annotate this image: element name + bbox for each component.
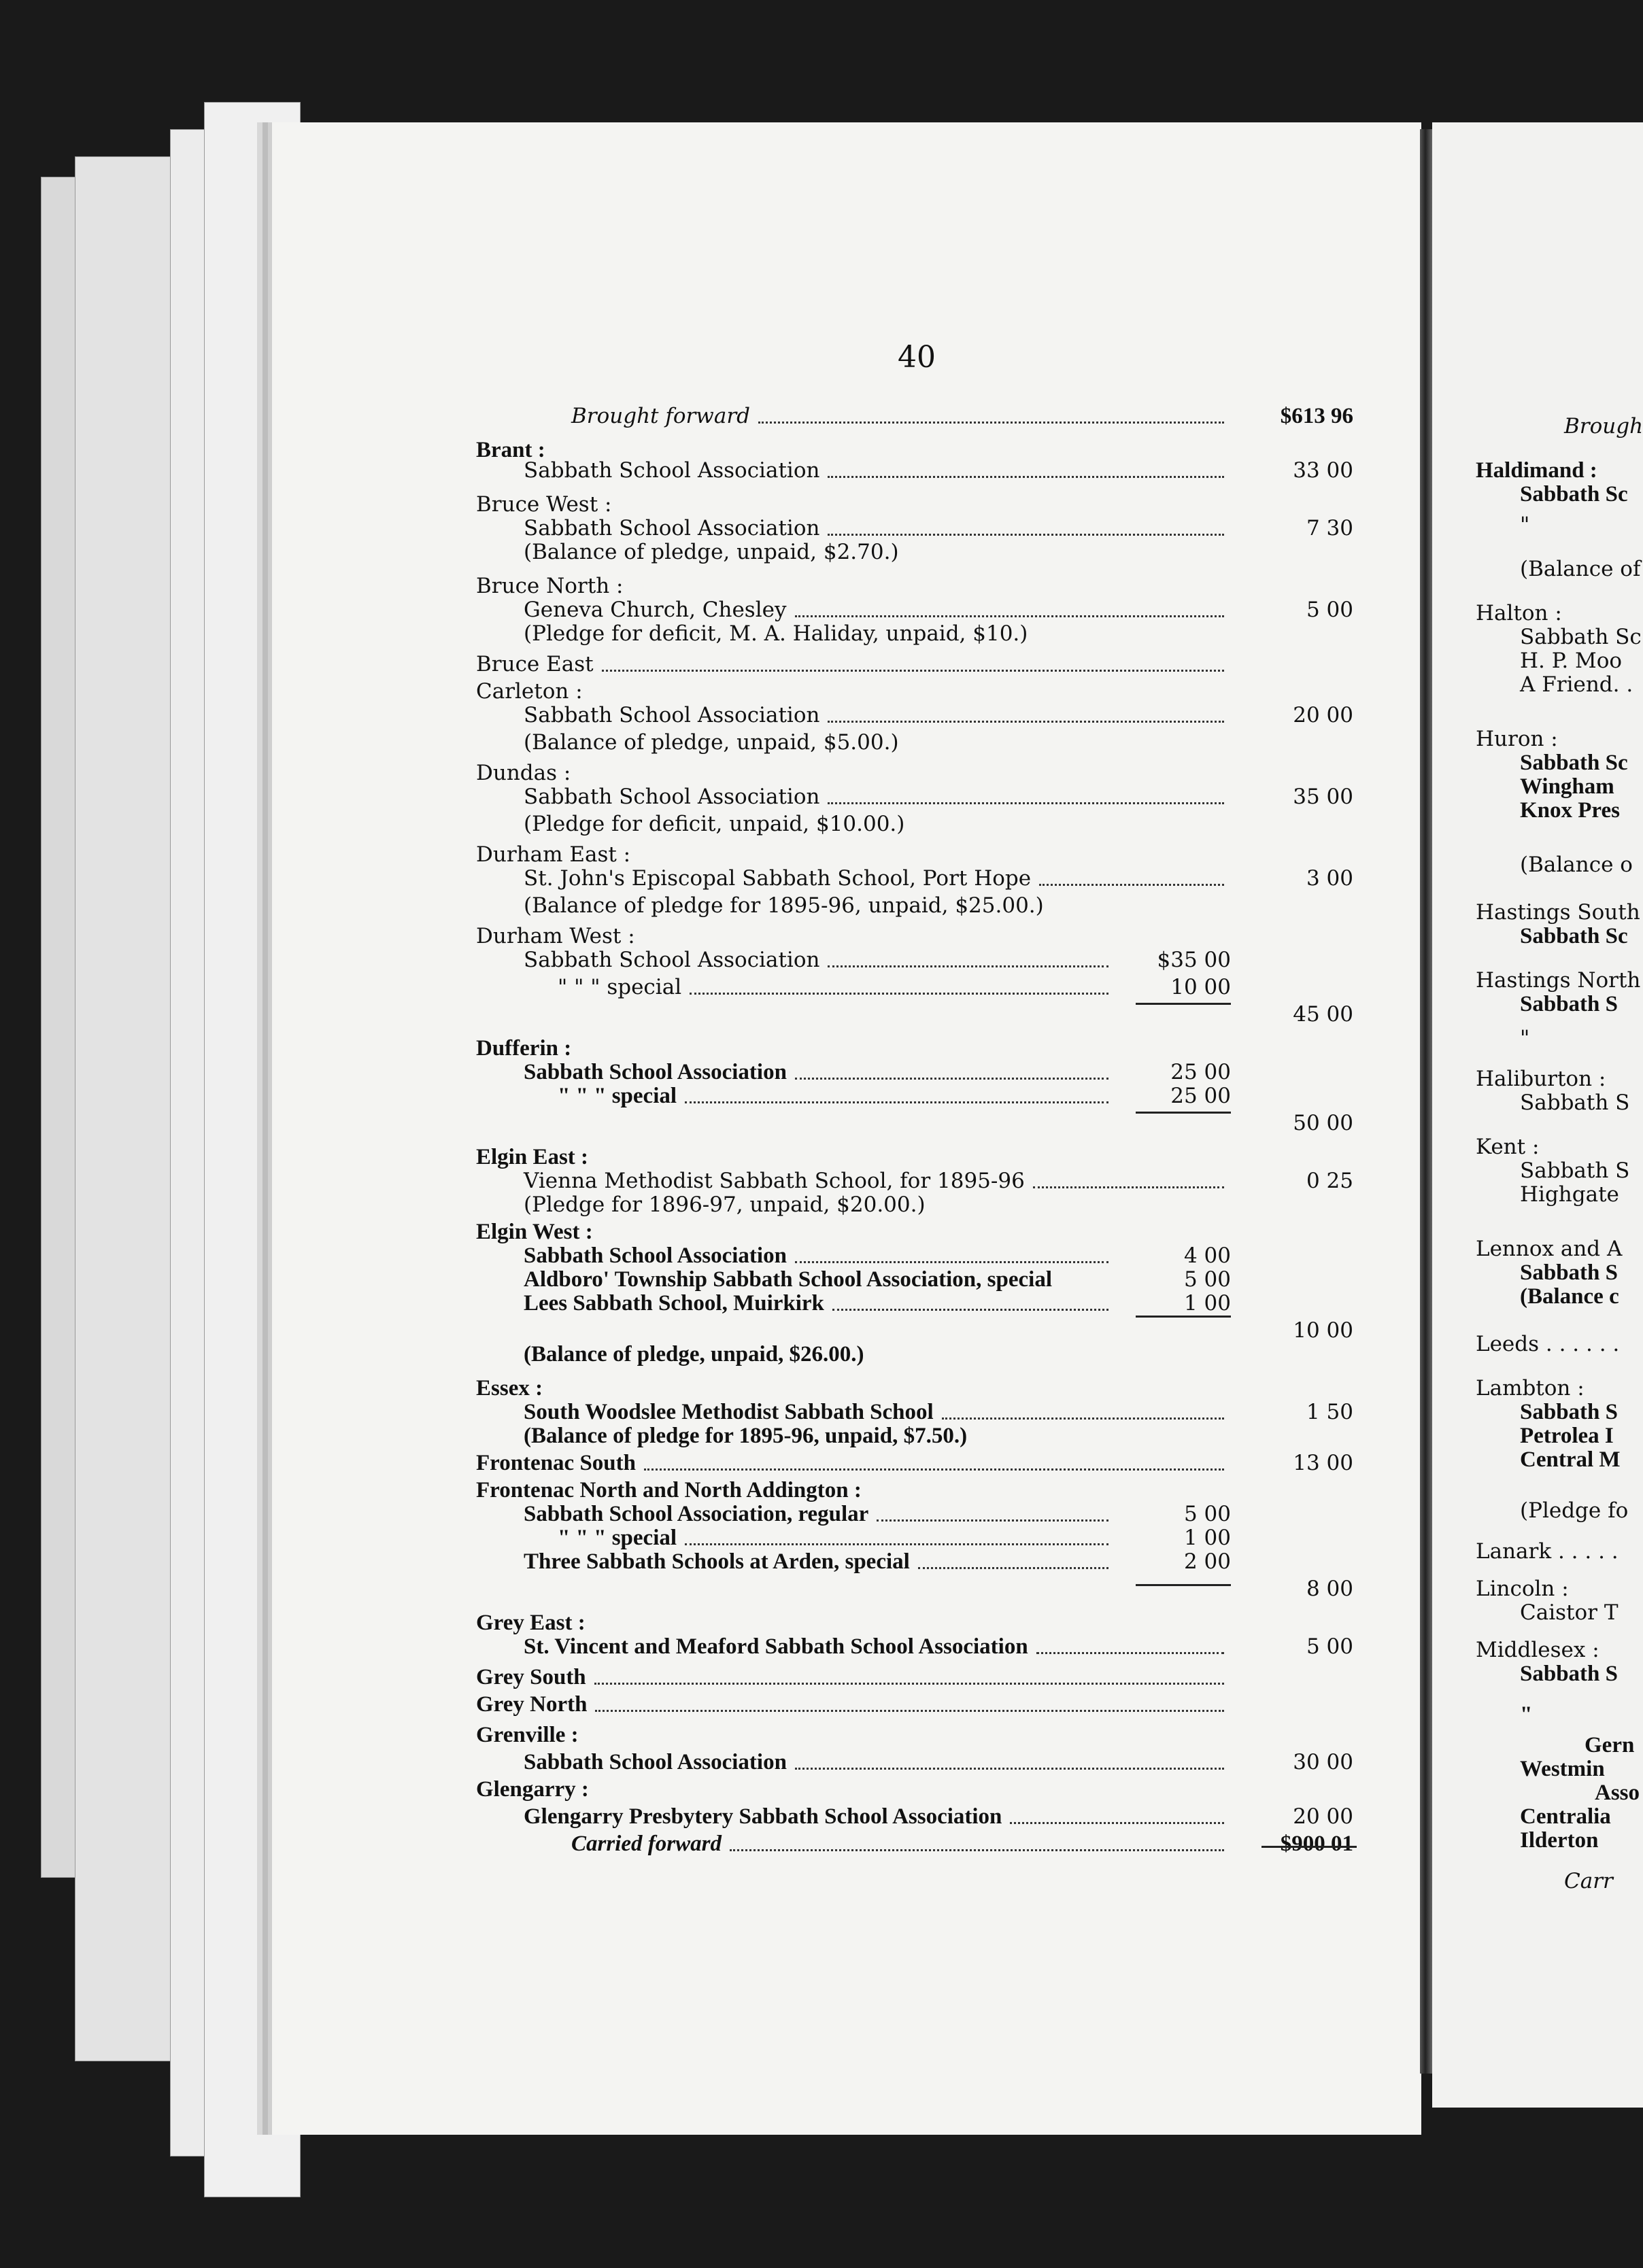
ledger-line-label: (Pledge for deficit, unpaid, $10.00.) xyxy=(524,812,905,836)
right-page-line: Lanark . . . . . xyxy=(1476,1539,1619,1564)
sum-rule xyxy=(1136,1112,1231,1114)
ledger-line-label: South Woodslee Methodist Sabbath School xyxy=(524,1400,934,1424)
ledger-line-label: Essex : xyxy=(476,1376,543,1401)
right-page-line: (Balance of xyxy=(1520,557,1641,581)
subtotal-amount: 1 00 xyxy=(1183,1526,1231,1550)
subtotal-amount: 5 00 xyxy=(1183,1502,1231,1526)
ledger-line-label: Grey South xyxy=(476,1665,586,1689)
leader-dots xyxy=(758,422,1224,424)
leader-dots xyxy=(828,476,1224,478)
right-page-line: Sabbath Sc xyxy=(1520,625,1642,649)
leader-dots xyxy=(832,1309,1108,1311)
ledger-line-label: Geneva Church, Chesley xyxy=(524,598,787,622)
subtotal-amount: 2 00 xyxy=(1183,1549,1231,1574)
leader-dots xyxy=(602,670,1224,672)
subtotal-amount: 25 00 xyxy=(1170,1060,1231,1084)
line-total-amount: 13 00 xyxy=(1293,1451,1353,1475)
right-page-line: Sabbath S xyxy=(1520,1158,1630,1183)
ledger-line-label: Elgin West : xyxy=(476,1220,593,1244)
right-page-line: Sabbath S xyxy=(1520,1400,1619,1424)
ledger-line-label: " " " special xyxy=(558,975,682,999)
right-page-line: Hastings South xyxy=(1476,900,1640,925)
subtotal-amount: 4 00 xyxy=(1183,1243,1231,1268)
ledger-line-label: Frontenac South xyxy=(476,1451,636,1475)
ledger-line-label: " " " special xyxy=(558,1084,677,1108)
line-total-amount: 1 50 xyxy=(1306,1400,1353,1424)
sum-rule xyxy=(1261,1846,1357,1848)
right-page-line: Asso xyxy=(1595,1781,1640,1805)
ledger-line-label: Bruce West : xyxy=(476,492,612,517)
ledger-line-label: Glengarry Presbytery Sabbath School Association xyxy=(524,1804,1002,1829)
ledger-line-label: Carried forward xyxy=(571,1832,722,1856)
line-total-amount: 5 00 xyxy=(1306,1634,1353,1659)
ledger-line-label: Brought forward xyxy=(571,404,750,428)
right-page-line: Sabbath S xyxy=(1520,1090,1630,1115)
ledger-line-label: (Balance of pledge for 1895-96, unpaid, $25.00.) xyxy=(524,893,1044,918)
right-page-line: Petrolea I xyxy=(1520,1424,1614,1448)
subtotal-amount: $35 00 xyxy=(1157,948,1231,972)
line-total-amount: 30 00 xyxy=(1293,1750,1353,1774)
right-page-line: Leeds . . . . . . xyxy=(1476,1332,1620,1356)
sum-rule xyxy=(1136,1003,1231,1005)
right-page-line: Caistor T xyxy=(1520,1600,1619,1625)
right-page-line: Gern xyxy=(1585,1733,1635,1757)
ledger-line-label: (Balance of pledge, unpaid, $2.70.) xyxy=(524,540,899,564)
ledger-line-label: (Pledge for 1896-97, unpaid, $20.00.) xyxy=(524,1192,926,1217)
ledger-line-label: Sabbath School Association xyxy=(524,785,820,809)
right-page-line: Haliburton : xyxy=(1476,1067,1606,1091)
right-page-line: Brough xyxy=(1564,414,1643,439)
leader-dots xyxy=(795,1078,1108,1080)
right-page-line: Haldimand : xyxy=(1476,458,1597,483)
right-page-line: Knox Pres xyxy=(1520,798,1620,823)
right-page-line: H. P. Moo xyxy=(1520,649,1623,673)
sum-rule xyxy=(1136,1316,1231,1318)
right-page-line: Lincoln : xyxy=(1476,1577,1569,1601)
line-total-amount: 50 00 xyxy=(1293,1111,1353,1135)
ledger-line-label: Bruce North : xyxy=(476,574,624,598)
ledger-line-label: Frontenac North and North Addington : xyxy=(476,1478,862,1502)
ledger-line-label: Three Sabbath Schools at Arden, special xyxy=(524,1549,910,1574)
ledger-line-label: Lees Sabbath School, Muirkirk xyxy=(524,1291,824,1316)
leader-dots xyxy=(1010,1822,1224,1824)
line-total-amount: 0 25 xyxy=(1306,1169,1353,1193)
ledger-line-label: Sabbath School Association xyxy=(524,1750,787,1774)
ledger-line-label: " " " special xyxy=(558,1526,677,1550)
ledger-line-label: Vienna Methodist Sabbath School, for 1895-96 xyxy=(524,1169,1025,1193)
line-total-amount: $900 01 xyxy=(1280,1832,1353,1856)
ledger-line-label: Sabbath School Association xyxy=(524,516,820,540)
right-page-line: Sabbath Sc xyxy=(1520,751,1628,775)
right-page-line: (Balance o xyxy=(1520,853,1633,877)
right-page-line: Lambton : xyxy=(1476,1376,1585,1401)
line-total-amount: 20 00 xyxy=(1293,1804,1353,1829)
ledger-line-label: Bruce East xyxy=(476,652,594,676)
right-page-line: Sabbath S xyxy=(1520,1662,1619,1686)
leader-dots xyxy=(877,1519,1108,1522)
ledger-line-label: Sabbath School Association, regular xyxy=(524,1502,869,1526)
leader-dots xyxy=(595,1710,1224,1712)
ledger-line-label: Sabbath School Association xyxy=(524,458,820,483)
leader-dots xyxy=(594,1683,1224,1685)
line-total-amount: 45 00 xyxy=(1293,1002,1353,1027)
book-spine xyxy=(1420,129,1432,2074)
right-page-line: (Balance c xyxy=(1520,1284,1619,1309)
right-page-line: Sabbath Sc xyxy=(1520,482,1628,506)
right-page-line: Ilderton xyxy=(1520,1828,1599,1853)
ledger-line-label: Glengarry : xyxy=(476,1777,589,1802)
ledger-line-label: St. Vincent and Meaford Sabbath School Association xyxy=(524,1634,1028,1659)
ledger-line-label: Carleton : xyxy=(476,679,583,704)
line-total-amount: 5 00 xyxy=(1306,598,1353,622)
leader-dots xyxy=(644,1468,1224,1471)
right-page-line: Central M xyxy=(1520,1447,1621,1472)
line-total-amount: 7 30 xyxy=(1306,516,1353,540)
ledger-line-label: Durham East : xyxy=(476,842,631,867)
right-page-line: " xyxy=(1520,1026,1530,1050)
sum-rule xyxy=(1136,1584,1231,1586)
right-page-line: Carr xyxy=(1564,1869,1613,1893)
ledger-line-label: (Balance of pledge for 1895-96, unpaid, $7.50.) xyxy=(524,1424,968,1448)
subtotal-amount: 10 00 xyxy=(1170,975,1231,999)
ledger-line-label: Sabbath School Association xyxy=(524,703,820,727)
right-page-line: Sabbath S xyxy=(1520,992,1619,1016)
right-page-line: Lennox and A xyxy=(1476,1237,1623,1261)
subtotal-amount: 1 00 xyxy=(1183,1291,1231,1316)
ledger-line-label: Elgin East : xyxy=(476,1145,589,1169)
leader-dots xyxy=(685,1543,1108,1545)
page-number: 40 xyxy=(898,340,936,375)
ledger-line-label: Grey East : xyxy=(476,1611,586,1635)
right-page-line: Huron : xyxy=(1476,727,1558,751)
line-total-amount: 20 00 xyxy=(1293,703,1353,727)
right-page-line: A Friend. . xyxy=(1520,672,1633,697)
right-page-line: Highgate xyxy=(1520,1182,1619,1207)
line-total-amount: 3 00 xyxy=(1306,866,1353,891)
ledger-line-label: (Balance of pledge, unpaid, $26.00.) xyxy=(524,1342,864,1367)
leader-dots xyxy=(1033,1186,1224,1188)
right-page-line: Sabbath S xyxy=(1520,1260,1619,1285)
right-page-line: Sabbath Sc xyxy=(1520,924,1628,948)
subtotal-amount: 25 00 xyxy=(1170,1084,1231,1108)
leader-dots xyxy=(828,802,1224,804)
leader-dots xyxy=(795,1261,1108,1263)
ledger-line-label: Brant : xyxy=(476,438,545,462)
right-page-line: Kent : xyxy=(1476,1135,1540,1159)
line-total-amount: $613 96 xyxy=(1280,404,1353,428)
ledger-line-label: Sabbath School Association xyxy=(524,1243,787,1268)
leader-dots xyxy=(828,965,1108,967)
ledger-line-label: Grenville : xyxy=(476,1723,579,1747)
leader-dots xyxy=(685,1101,1108,1103)
ledger-line-label: (Balance of pledge, unpaid, $5.00.) xyxy=(524,730,899,755)
right-page-line: Hastings North xyxy=(1476,968,1641,993)
line-total-amount: 35 00 xyxy=(1293,785,1353,809)
leader-dots xyxy=(1036,1652,1224,1654)
right-page-line: Wingham xyxy=(1520,774,1614,799)
right-page-line: Westmin xyxy=(1520,1757,1605,1781)
ledger-line-label: Dundas : xyxy=(476,761,571,785)
right-page-line: Middlesex : xyxy=(1476,1638,1599,1662)
leader-dots xyxy=(795,1768,1224,1770)
line-total-amount: 8 00 xyxy=(1306,1577,1353,1601)
leader-dots xyxy=(690,993,1108,995)
leader-dots xyxy=(828,534,1224,536)
subtotal-amount: 5 00 xyxy=(1183,1267,1231,1292)
ledger-line-label: Sabbath School Association xyxy=(524,1060,787,1084)
leader-dots xyxy=(795,615,1225,617)
ledger-line-label: Grey North xyxy=(476,1692,588,1717)
ledger-line-label: (Pledge for deficit, M. A. Haliday, unpaid, $10.) xyxy=(524,621,1028,646)
ledger-line-label: Durham West : xyxy=(476,924,635,948)
right-page-line: (Pledge fo xyxy=(1520,1498,1629,1523)
leader-dots xyxy=(918,1567,1108,1569)
right-page-line: Halton : xyxy=(1476,601,1562,625)
leader-dots xyxy=(1039,884,1224,886)
ledger-line-label: Aldboro' Township Sabbath School Association, special xyxy=(524,1267,1052,1292)
leader-dots xyxy=(730,1849,1224,1851)
line-total-amount: 33 00 xyxy=(1293,458,1353,483)
right-page-line: " xyxy=(1520,513,1530,537)
leader-dots xyxy=(942,1418,1224,1420)
leader-dots xyxy=(828,721,1224,723)
ledger-line-label: Sabbath School Association xyxy=(524,948,820,972)
ledger-line-label: St. John's Episcopal Sabbath School, Port Hope xyxy=(524,866,1032,891)
right-page-line: Centralia xyxy=(1520,1804,1611,1829)
right-page-line: " xyxy=(1520,1702,1533,1727)
line-total-amount: 10 00 xyxy=(1293,1318,1353,1343)
ledger-line-label: Dufferin : xyxy=(476,1036,572,1061)
